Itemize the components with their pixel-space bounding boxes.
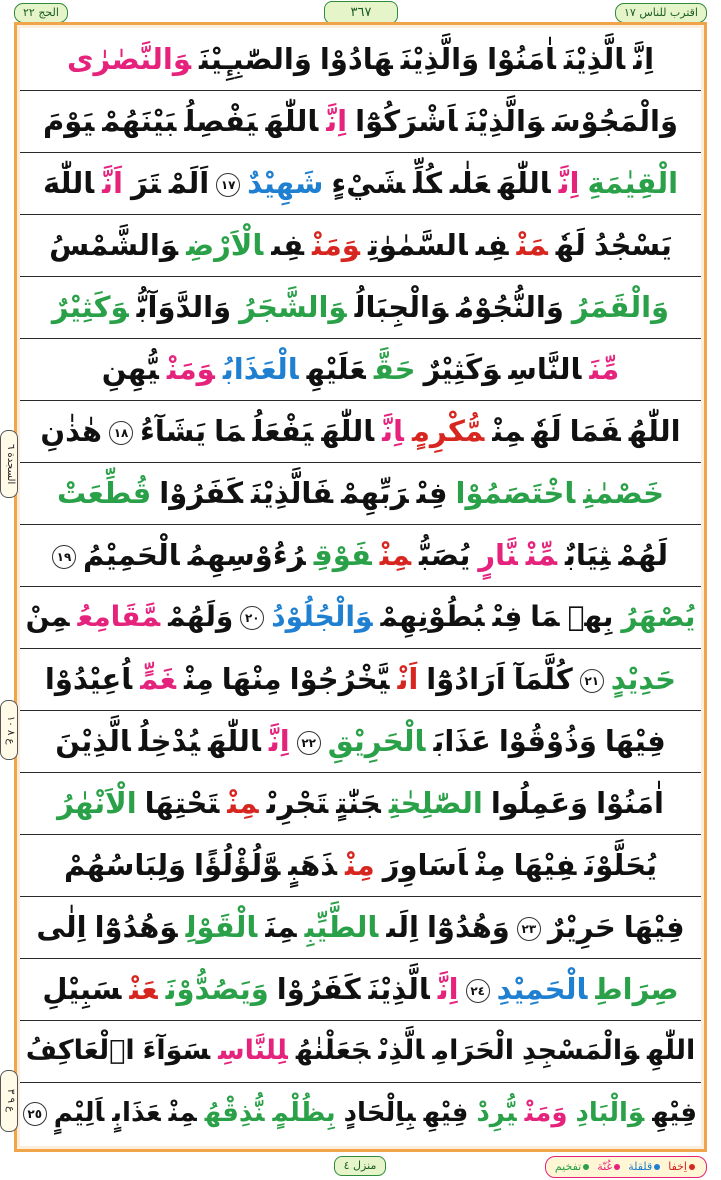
legend-label: غُنّة: [597, 1160, 613, 1173]
verse-word: عَلَيْهِ: [306, 352, 366, 386]
verse-word: كَفَرُوْا: [276, 972, 361, 1006]
verse-word: اَنَّ: [102, 166, 123, 200]
verse-word: وَالشَّجَرُ: [239, 290, 347, 324]
verse-word: يُحَلَّوْنَ: [584, 848, 658, 882]
verse-word: سَوَآءَ: [142, 1035, 211, 1066]
verse-word: فِى: [271, 228, 304, 262]
verse-word: وَالْمَسْجِدِ: [522, 1035, 639, 1066]
verse-word: مُّكْرِمٍ: [411, 414, 485, 448]
verse-word: قُطِّعَتْ: [56, 476, 152, 510]
verse-word: وَالشَّمْسُ: [49, 228, 179, 262]
verse-line: [20, 1082, 701, 1144]
verse-word: اللّٰهِ: [647, 1035, 696, 1066]
verse-word: شَهِيْدٌ: [247, 166, 324, 200]
verse-line: [20, 772, 701, 835]
verse-word: مَنْ: [516, 228, 548, 262]
verse-word: شَيْءٍ: [331, 166, 406, 200]
legend-dot-icon: [583, 1164, 589, 1170]
verse-word: فِيْهَا: [513, 848, 577, 882]
ayah-number-marker: ٢٥: [23, 1102, 47, 1126]
verse-word: غَمٍّ: [140, 662, 176, 696]
verse-word: كُلَّمَآ: [513, 662, 573, 696]
verse-word: تَحْتِهَا: [144, 786, 220, 820]
ayah-number-marker: ٢٠: [240, 606, 264, 630]
verse-word: عَذَابٍ: [112, 1098, 161, 1128]
legend-label: قلقلة: [628, 1160, 653, 1173]
verse-word: وَالنَّصٰرٰى: [66, 42, 192, 76]
verse-word: اللّٰهُ: [628, 414, 681, 448]
verse-word: اَسَاوِرَ: [382, 848, 468, 882]
verse-word: يُصَبُّ: [419, 538, 471, 572]
verse-word: فَوْقِ: [313, 538, 372, 572]
verse-word: ثِيَابٌ: [565, 538, 611, 572]
verse-line: [20, 1020, 701, 1083]
verse-word: مِنْ: [475, 848, 506, 882]
verse-word: مَا: [214, 414, 245, 448]
legend-label: اِخفا: [668, 1160, 687, 1173]
verse-word: هَادُوْا: [319, 42, 393, 76]
verse-word: الْاَرْضِ: [186, 228, 264, 262]
verse-word: الَّذِيْنَ: [368, 972, 430, 1006]
verse-word: الَّذِيْنَ: [563, 42, 626, 76]
verse-word: فِيْهَا: [623, 910, 685, 944]
verse-word: جَعَلْنٰهُ: [295, 1035, 371, 1066]
verse-word: اللّٰهَ: [42, 166, 95, 200]
verse-word: اَلِيْمٍ: [53, 1098, 105, 1128]
verse-word: اللّٰهَ: [208, 724, 261, 758]
verse-word: اَلَمْ: [168, 166, 210, 200]
verse-word: النَّاسِ: [508, 352, 582, 386]
verse-word: اِنَّ: [268, 724, 290, 758]
verse-word: عَلٰى: [449, 166, 490, 200]
verse-word: وَالَّذِيْنَ: [465, 104, 545, 138]
verse-word: مَا: [530, 600, 560, 633]
verse-word: جَنّٰتٍ: [336, 786, 381, 820]
verse-word: اُعِيْدُوْا: [44, 662, 133, 696]
verse-word: ذَهَبٍ: [288, 848, 337, 882]
verse-word: الَّذِيْنَ: [55, 724, 131, 758]
verse-word: مِنْ: [168, 1098, 197, 1128]
verse-word: اٰمَنُوْا: [487, 42, 556, 76]
verse-word: هٰذٰنِ: [40, 414, 103, 448]
verse-word: اللّٰهَ: [497, 166, 551, 200]
verse-word: لَهٗ: [555, 228, 586, 262]
verse-line: [20, 896, 701, 959]
verse-word: رَبِّهِمْ: [341, 476, 409, 510]
verse-word: وَالصّٰبِـِٕيْنَ: [199, 42, 312, 76]
verse-word: الطَّيِّبِ: [304, 910, 379, 944]
verse-word: فِيْهِ: [652, 1098, 697, 1128]
verse-word: اِنَّ: [633, 42, 655, 76]
legend-dot-icon: [689, 1164, 695, 1170]
verse-word: فَمَا: [569, 414, 621, 448]
verse-word: وَكَثِيْرٌ: [423, 352, 501, 386]
verse-line: [20, 524, 701, 587]
verse-word: عَنْ: [129, 972, 158, 1006]
verse-word: يَفْعَلُ: [252, 414, 314, 448]
verse-word: الْقِيٰمَةِ: [587, 166, 679, 200]
verse-word: اِنَّ: [382, 414, 404, 448]
verse-word: عَذَابَ: [433, 724, 491, 758]
verse-word: مَّقَامِعُ: [77, 600, 161, 633]
verse-word: يُّهِنِ: [101, 352, 159, 386]
verse-word: تَرَ: [130, 166, 161, 200]
verse-word: مِّنَ: [589, 352, 620, 386]
ayah-number-marker: ٢٢: [297, 731, 321, 755]
verse-word: وَكَثِيْرٌ: [51, 290, 129, 324]
verse-word: الْحَمِيْدِ: [496, 972, 588, 1006]
verse-word: يُّرِدْ: [476, 1098, 517, 1128]
verse-word: وَيَصُدُّوْنَ: [165, 972, 269, 1006]
verse-word: اللّٰهَ: [321, 414, 375, 448]
verse-word: وَمَنْ: [311, 228, 360, 262]
verse-line: [20, 710, 701, 773]
verse-word: فِىْ: [416, 476, 448, 510]
ayah-number-marker: ٢١: [580, 669, 604, 693]
verse-line: [20, 28, 701, 91]
verse-word: وَلِبَاسُهُمْ: [63, 848, 186, 882]
verse-word: يَفْصِلُ: [184, 104, 258, 138]
ruku-margin-tag-1: ع ٨ ١٠: [0, 700, 18, 760]
verse-word: حَقَّ: [373, 352, 416, 386]
verse-word: يَسْجُدُ: [593, 228, 672, 262]
verse-word: اٰمَنُوْا: [596, 786, 664, 820]
verse-word: الْحَمِيْمُ: [83, 538, 180, 572]
verse-word: وَالْبَادِ: [575, 1098, 645, 1128]
verse-word: وَالْقَمَرُ: [571, 290, 670, 324]
verse-word: لَهُمْ: [618, 538, 668, 572]
verse-word: الَّذِىْ: [378, 1035, 425, 1066]
verse-line: [20, 214, 701, 277]
juz-name-badge: اقترب للناس ١٧: [615, 3, 707, 23]
verse-word: فِيْهِ: [423, 1098, 469, 1128]
verse-word: مِنَ: [265, 910, 297, 944]
sajda-margin-tag: السجدة ٦: [0, 430, 18, 498]
verse-word: الْقَوْلِ: [185, 910, 258, 944]
verse-word: يَّخْرُجُوْا: [289, 662, 390, 696]
verse-word: لَهٗ: [531, 414, 562, 448]
verse-word: مِنْ: [25, 600, 70, 633]
verse-word: وَالَّذِيْنَ: [400, 42, 480, 76]
verse-word: اِنَّ: [558, 166, 580, 200]
verse-word: وَالْجِبَالُ: [354, 290, 449, 324]
verse-word: وَهُدُوْٓا: [94, 910, 178, 944]
verse-word: مِنْ: [379, 538, 412, 572]
verse-word: يَوْمَ: [43, 104, 95, 138]
verse-line: [20, 958, 701, 1021]
verse-word: مِّنْ: [525, 538, 558, 572]
verse-word: وَالدَّوَآبُّ: [136, 290, 232, 324]
verse-line: [20, 152, 701, 215]
legend-dot-icon: [654, 1164, 660, 1170]
verse-word: مِنْ: [227, 786, 259, 820]
verse-word: وَلَهُمْ: [168, 600, 234, 633]
verse-word: اخْتَصَمُوْا: [455, 476, 576, 510]
verse-word: الْحَرَامِ: [432, 1035, 515, 1066]
verse-word: الْحَرِيْقِ: [327, 724, 426, 758]
verse-word: حَرِيْرٌ: [547, 910, 616, 944]
ayah-number-marker: ٢٣: [517, 917, 541, 941]
verse-word: بِاِلْحَادٍ: [343, 1098, 416, 1128]
verse-word: كَفَرُوْا: [159, 476, 244, 510]
ayah-number-marker: ٢٤: [466, 979, 490, 1003]
verse-word: وَالْجُلُوْدُ: [271, 600, 373, 633]
verse-word: مِنْ: [344, 848, 375, 882]
ayah-number-marker: ١٨: [109, 421, 133, 445]
verse-word: لِلنَّاسِ: [218, 1035, 288, 1066]
verse-word: يُدْخِلُ: [138, 724, 201, 758]
verse-word: اَنْ: [397, 662, 419, 696]
verse-word: اِنَّ: [437, 972, 459, 1006]
verse-word: وَعَمِلُوا: [490, 786, 589, 820]
verse-word: اِلٰى: [36, 910, 87, 944]
verse-word: يُصْهَرُ: [621, 600, 696, 633]
verse-word: فِىْ: [492, 600, 523, 633]
verse-word: اِنَّ: [326, 104, 348, 138]
verse-word: بَيْنَهُمْ: [102, 104, 177, 138]
verse-word: نَّارٍ: [478, 538, 518, 572]
verse-word: خَصْمٰنِ: [583, 476, 665, 510]
verse-word: الصّٰلِحٰتِ: [388, 786, 483, 820]
verse-line: [20, 462, 701, 525]
verse-line: [20, 90, 701, 153]
verse-word: بُطُوْنِهِمْ: [380, 600, 485, 633]
verse-word: بِهٖ: [567, 600, 614, 633]
verse-word: حَدِيْدٍ: [610, 662, 677, 696]
verse-word: فِى: [475, 228, 509, 262]
verse-word: الْاَنْهٰرُ: [57, 786, 137, 820]
verse-word: وَهُدُوْٓا: [426, 910, 510, 944]
verse-word: بِظُلْمٍ: [272, 1098, 336, 1128]
verse-line: [20, 276, 701, 339]
verse-word: وَمَنْ: [166, 352, 215, 386]
verse-word: مِنْهَا: [221, 662, 282, 696]
verse-word: فَالَّذِيْنَ: [251, 476, 334, 510]
verse-line: [20, 834, 701, 897]
legend-dot-icon: [614, 1164, 620, 1170]
verse-word: وَذُوْقُوْا: [498, 724, 597, 758]
verse-word: تَجْرِىْ: [266, 786, 329, 820]
verse-line: [20, 338, 701, 401]
ruku-margin-tag-2: ع ٩ ٣: [0, 1070, 18, 1132]
tajweed-legend: [545, 1156, 707, 1178]
verse-word: صِرَاطِ: [595, 972, 679, 1006]
verse-word: مِنْ: [184, 662, 214, 696]
quran-text-area: [20, 28, 701, 1146]
verse-word: اۨلْعَاكِفُ: [25, 1035, 135, 1066]
verse-line: [20, 648, 701, 711]
manzil-badge: منزل ٤: [334, 1156, 386, 1176]
legend-item: [555, 1160, 591, 1173]
verse-line: [20, 586, 701, 649]
verse-word: رُءُوْسِهِمُ: [187, 538, 306, 572]
verse-word: سَبِيْلِ: [42, 972, 122, 1006]
verse-word: اِلَى: [386, 910, 419, 944]
verse-word: كُلِّ: [413, 166, 442, 200]
verse-word: يَشَآءُ: [140, 414, 207, 448]
verse-word: وَمَنْ: [524, 1098, 568, 1128]
verse-word: السَّمٰوٰتِ: [367, 228, 468, 262]
verse-word: اَرَادُوْٓا: [426, 662, 506, 696]
verse-word: وَالْمَجُوْسَ: [552, 104, 678, 138]
legend-item: [628, 1160, 662, 1173]
verse-word: اللّٰهَ: [265, 104, 319, 138]
page-number: ٣٦٧: [324, 1, 398, 24]
legend-label: تفخيم: [554, 1160, 582, 1173]
verse-word: وَالنُّجُوْمُ: [456, 290, 564, 324]
verse-word: الْعَذَابُ: [222, 352, 299, 386]
verse-word: فِيْهَا: [604, 724, 666, 758]
legend-item: [668, 1160, 697, 1173]
ayah-number-marker: ١٩: [52, 545, 76, 569]
verse-word: اَشْرَكُوْٓا: [355, 104, 458, 138]
legend-item: [597, 1160, 622, 1173]
verse-word: مِنْ: [492, 414, 524, 448]
verse-word: نُّذِقْهُ: [204, 1098, 265, 1128]
verse-word: وَّلُؤْلُؤًا: [194, 848, 281, 882]
verse-line: [20, 400, 701, 463]
ayah-number-marker: ١٧: [216, 173, 240, 197]
surah-name-badge: الحج ٢٢: [14, 3, 68, 23]
